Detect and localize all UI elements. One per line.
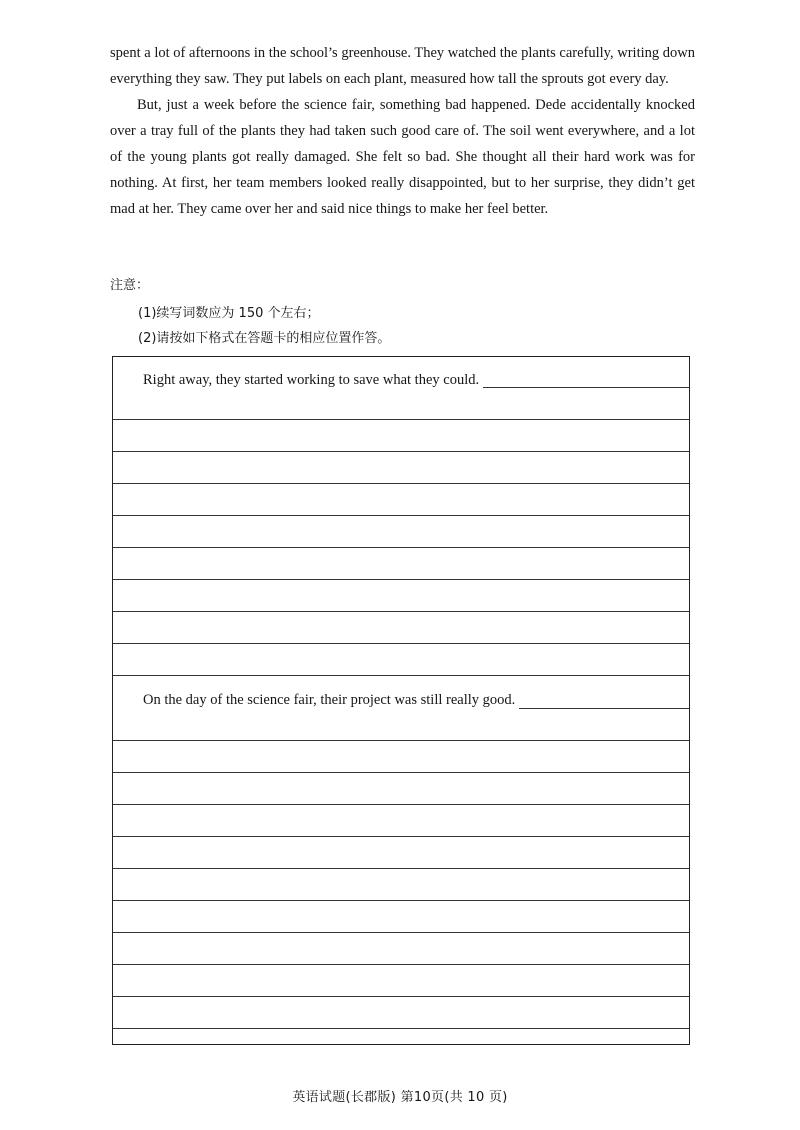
passage (110, 40, 695, 222)
paragraph2-starter: On the day of the science fair, their project was still really good. (143, 692, 516, 708)
answer-box (112, 356, 690, 1045)
paragraph2-blank[interactable] (519, 708, 689, 709)
note-item-word-count: (1)续写词数应为 150 个左右； (138, 306, 320, 321)
paragraph1-starter: Right away, they started working to save what they could. (143, 372, 480, 388)
note-item-format: (2)请按如下格式在答题卡的相应位置作答。 (138, 331, 391, 346)
writing-line[interactable] (113, 932, 689, 933)
writing-line[interactable] (113, 836, 689, 837)
writing-line[interactable] (113, 868, 689, 869)
writing-line[interactable] (113, 547, 689, 548)
writing-line[interactable] (113, 515, 689, 516)
writing-line[interactable] (113, 772, 689, 773)
writing-line[interactable] (113, 900, 689, 901)
writing-line[interactable] (113, 579, 689, 580)
writing-line[interactable] (113, 611, 689, 612)
writing-line[interactable] (113, 804, 689, 805)
writing-line[interactable] (113, 643, 689, 644)
paragraph1-blank[interactable] (483, 387, 689, 388)
page-footer: 英语试题(长郡版) 第10页(共 10 页) (292, 1090, 508, 1105)
writing-line[interactable] (113, 483, 689, 484)
writing-line[interactable] (113, 451, 689, 452)
writing-line[interactable] (113, 1028, 689, 1029)
passage-paragraph-2: But, just a week before the science fair, something bad happened. Dede accidentally knocked over a tray full of the plants they had taken such good care of. The soil went everywhere, and a lot of the young plants got really damaged. She felt so bad. She thought all their hard work was for nothing. At first, her team members looked really disappointed, but to her surprise, they didn’t get mad at her. They came over her and said nice things to make her feel better. (110, 97, 695, 217)
passage-paragraph-1: spent a lot of afternoons in the school’s greenhouse. They watched the plants carefully, writing down everything they saw. They put labels on each plant, measured how tall the sprouts got every day. (110, 45, 695, 87)
writing-line[interactable] (113, 419, 689, 420)
writing-line[interactable] (113, 964, 689, 965)
notes-title: 注意： (110, 278, 150, 293)
writing-line[interactable] (113, 740, 689, 741)
writing-line[interactable] (113, 675, 689, 676)
writing-line[interactable] (113, 996, 689, 997)
